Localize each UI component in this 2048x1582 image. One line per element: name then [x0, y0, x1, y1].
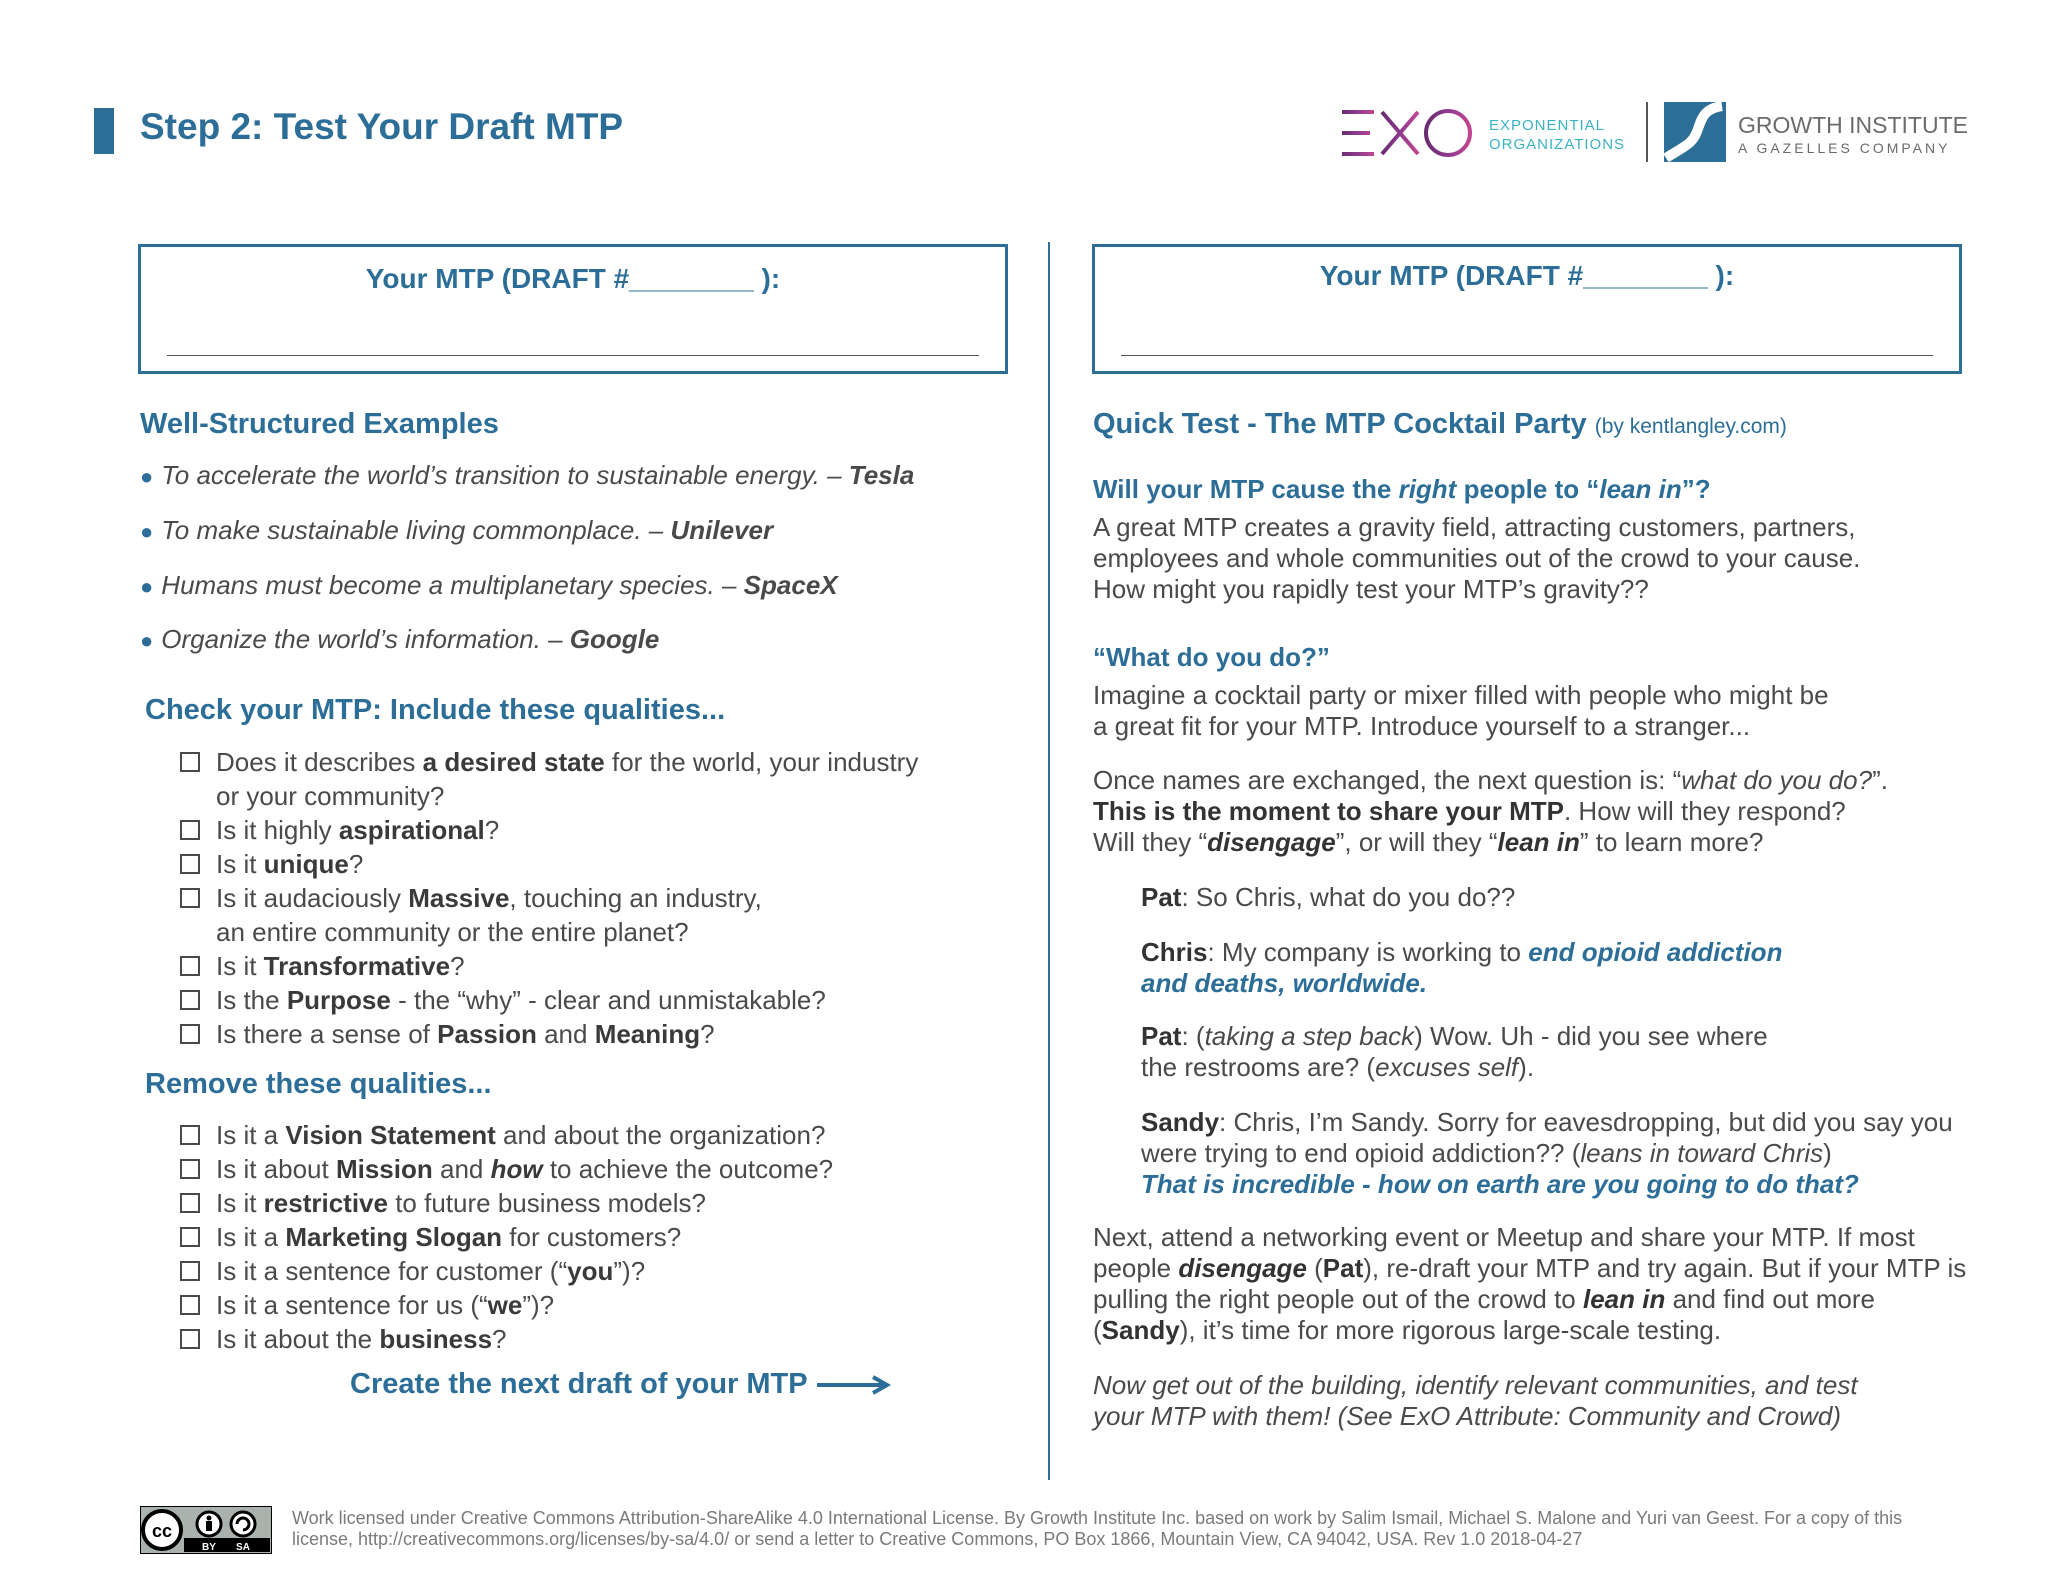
next-draft-label: Create the next draft of your MTP [350, 1368, 808, 1400]
checkbox[interactable] [180, 1159, 200, 1179]
text: pulling the right people out of the crowd to [1093, 1284, 1583, 1314]
item-text: ? [700, 1019, 715, 1049]
text: ( [1093, 1315, 1102, 1345]
item-emphasis: Passion [437, 1019, 537, 1049]
growth-institute-logo-icon [1664, 102, 1726, 162]
speech-emphasis: end opioid addiction [1528, 937, 1783, 967]
item-emphasis: Vision Statement [285, 1120, 496, 1150]
speech: ) Wow. Uh - did you see where [1414, 1021, 1768, 1051]
example-text: To make sustainable living commonplace. – [161, 515, 671, 545]
examples-heading: Well-Structured Examples [140, 408, 499, 440]
para-line: Next, attend a networking event or Meetup and share your MTP. If most [1093, 1222, 1915, 1252]
text: . How will they respond? [1563, 796, 1846, 826]
item-text: Is it a [216, 1222, 286, 1252]
item-text: Is it [216, 849, 264, 879]
checklist-item [180, 1118, 833, 1152]
emphasis: disengage [1178, 1253, 1307, 1283]
speech-emphasis: and deaths, worldwide. [1141, 968, 1428, 998]
speech: ). [1518, 1052, 1535, 1082]
mtp-write-line[interactable] [167, 355, 979, 356]
emphasis: lean in [1583, 1284, 1666, 1314]
emphasis: lean in [1497, 827, 1580, 857]
example-brand: Unilever [670, 515, 774, 545]
para-line: employees and whole communities out of the crowd to your cause. [1093, 543, 1861, 573]
speaker-name: Pat [1141, 1021, 1182, 1051]
item-emphasis: we [487, 1290, 523, 1320]
include-checklist [180, 745, 918, 1051]
text: Once names are exchanged, the next question is: “ [1093, 765, 1682, 795]
speech: : So Chris, what do you do?? [1181, 882, 1516, 912]
item-text: Is it a [216, 1120, 286, 1150]
checklist-item-continued: an entire community or the entire planet? [216, 917, 689, 947]
emphasis: what do you do? [1681, 765, 1873, 795]
para-line: a great fit for your MTP. Introduce yourself to a stranger... [1093, 711, 1751, 741]
item-text: Is it a sentence for customer (“ [216, 1256, 568, 1286]
speech-emphasis: That is incredible - how on earth are you going to do that? [1141, 1169, 1859, 1199]
checkbox[interactable] [180, 752, 200, 772]
dialog-pat-2 [1141, 1021, 1768, 1083]
para-line [1093, 796, 1888, 827]
item-text: for customers? [502, 1222, 682, 1252]
item-text: ”)? [522, 1290, 555, 1320]
item-emphasis: Marketing Slogan [285, 1222, 503, 1252]
example-item [140, 570, 838, 601]
text: and find out more [1665, 1284, 1875, 1314]
item-text: ”)? [613, 1256, 646, 1286]
text: ( [1306, 1253, 1323, 1283]
para-line [1093, 827, 1888, 858]
item-text: Does it describes [216, 747, 423, 777]
q-emphasis: lean in [1599, 474, 1682, 504]
stage-direction: leans in toward Chris [1580, 1138, 1824, 1168]
stage-direction: excuses self [1375, 1052, 1519, 1082]
item-text: Is it a sentence for us (“ [216, 1290, 488, 1320]
checklist-item [180, 949, 918, 983]
example-item [140, 515, 773, 546]
text: ” to learn more? [1579, 827, 1764, 857]
item-text: ? [484, 815, 500, 845]
emphasis: Pat [1322, 1253, 1364, 1283]
checklist-item [180, 1254, 833, 1288]
mtp-draft-label: Your MTP (DRAFT #________ ): [1319, 260, 1735, 291]
para-line [1093, 765, 1888, 796]
item-emphasis: Purpose [286, 985, 391, 1015]
speech: : Chris, I’m Sandy. Sorry for eavesdropping, but did you say you [1219, 1107, 1953, 1137]
checklist-item [180, 1017, 918, 1051]
exo-text-line1: EXPONENTIAL [1489, 117, 1606, 134]
checkbox[interactable] [180, 1024, 200, 1044]
item-text: for the world, your industry [604, 747, 919, 777]
example-item [140, 460, 914, 491]
q-text: people to “ [1456, 474, 1600, 504]
bullet-icon: ● [140, 574, 154, 599]
item-text: Is it about the [216, 1324, 380, 1354]
example-brand: SpaceX [743, 570, 838, 600]
dialog-pat-1 [1141, 882, 1515, 913]
item-text: Is it [216, 951, 264, 981]
para-line [1093, 1284, 1966, 1315]
speech: were trying to end opioid addiction?? ( [1141, 1138, 1581, 1168]
speech: the restrooms are? ( [1141, 1052, 1376, 1082]
arrow-right-icon [815, 1374, 891, 1396]
example-item [140, 624, 659, 655]
speaker-name: Pat [1141, 882, 1182, 912]
q-text: ”? [1681, 474, 1711, 504]
item-text: Is it about [216, 1154, 336, 1184]
svg-text:cc: cc [151, 1521, 173, 1541]
dialog-sandy [1141, 1107, 1953, 1200]
exo-logo-icon [1338, 104, 1474, 162]
lean-in-question [1093, 474, 1711, 505]
column-divider [1048, 242, 1050, 1480]
what-do-you-do-heading: “What do you do?” [1093, 642, 1330, 672]
cc-sa-label: SA [236, 1542, 250, 1553]
next-draft-link[interactable] [350, 1368, 891, 1401]
moment-paragraph [1093, 765, 1888, 858]
speech: ) [1823, 1138, 1832, 1168]
speaker-name: Sandy [1141, 1107, 1220, 1137]
item-text: and [432, 1154, 491, 1184]
text: ”. [1872, 765, 1888, 795]
creative-commons-icon [140, 1506, 272, 1554]
mtp-draft-label: Your MTP (DRAFT #________ ): [365, 263, 781, 294]
quick-test-title: Quick Test - The MTP Cocktail Party [1093, 408, 1587, 440]
cc-by-label: BY [202, 1542, 216, 1553]
checkbox[interactable] [180, 956, 200, 976]
example-text: Organize the world’s information. – [161, 624, 570, 654]
emphasis: Sandy [1101, 1315, 1180, 1345]
item-emphasis: Mission [335, 1154, 433, 1184]
item-emphasis: a desired state [422, 747, 605, 777]
quick-test-byline: (by kentlangley.com) [1594, 415, 1787, 438]
example-text: To accelerate the world’s transition to sustainable energy. – [161, 460, 849, 490]
mtp-draft-box-left [138, 244, 1008, 374]
checklist-item [180, 745, 918, 779]
q-emphasis: right [1398, 474, 1457, 504]
remove-checklist [180, 1118, 833, 1356]
growth-institute-name: GROWTH INSTITUTE [1738, 112, 1968, 138]
item-emphasis: restrictive [263, 1188, 388, 1218]
gravity-paragraph [1093, 512, 1860, 605]
item-text: and about the organization? [495, 1120, 826, 1150]
license-footer: Work licensed under Creative Commons Attribution-ShareAlike 4.0 International License. By Growth Institute Inc. based on work by Salim Ismail, Michael S. Malone and Yuri van Geest. For a copy of this license, http://creativecommons.org/licenses/by-sa/4.0/ or send a letter to Creative Commons, PO Box 1866, Mountain View, CA 94042, USA. Rev 1.0 2018-04-27 [292, 1508, 1903, 1549]
mtp-write-line[interactable] [1121, 355, 1933, 356]
checkbox[interactable] [180, 990, 200, 1010]
checkbox[interactable] [180, 1193, 200, 1213]
mtp-draft-box-right [1092, 244, 1962, 374]
dialog-chris [1141, 937, 1782, 999]
item-emphasis: business [379, 1324, 493, 1354]
item-emphasis: Meaning [594, 1019, 701, 1049]
para-line: A great MTP creates a gravity field, attracting customers, partners, [1093, 512, 1856, 542]
logo-divider [1646, 102, 1648, 162]
q-text: Will your MTP cause the [1093, 474, 1399, 504]
checklist-item [180, 847, 918, 881]
checklist-item [180, 1288, 833, 1322]
item-text: to future business models? [387, 1188, 706, 1218]
exo-logo-text [1489, 116, 1625, 154]
item-text: , touching an industry, [509, 883, 762, 913]
checklist-item [180, 813, 918, 847]
para-line: How might you rapidly test your MTP’s gravity?? [1093, 574, 1649, 604]
text: ), it’s time for more rigorous large-scale testing. [1179, 1315, 1722, 1345]
para-line [1093, 1315, 1966, 1346]
item-text: to achieve the outcome? [542, 1154, 834, 1184]
item-emphasis: Transformative [263, 951, 451, 981]
item-text: Is it audaciously [216, 883, 409, 913]
checkbox[interactable] [180, 1125, 200, 1145]
item-emphasis: aspirational [338, 815, 485, 845]
example-brand: Tesla [848, 460, 915, 490]
cocktail-paragraph [1093, 680, 1829, 742]
item-text: Is there a sense of [216, 1019, 438, 1049]
emphasis: This is the moment to share your MTP [1093, 796, 1564, 826]
page-title: Step 2: Test Your Draft MTP [140, 106, 624, 147]
item-text: Is the [216, 985, 287, 1015]
checklist-item [180, 881, 918, 915]
item-text: Is it [216, 1188, 264, 1218]
speaker-name: Chris [1141, 937, 1208, 967]
bullet-icon: ● [140, 464, 154, 489]
stage-direction: taking a step back [1204, 1021, 1415, 1051]
closing-paragraph [1093, 1370, 1858, 1432]
item-text: - the “why” - clear and unmistakable? [390, 985, 826, 1015]
emphasis: disengage [1207, 827, 1336, 857]
text: ), re-draft your MTP and try again. But if your MTP is [1363, 1253, 1967, 1283]
example-text: Humans must become a multiplanetary species. – [161, 570, 744, 600]
para-line: Now get out of the building, identify relevant communities, and test [1093, 1370, 1858, 1400]
checkbox[interactable] [180, 888, 200, 908]
checklist-item [180, 983, 918, 1017]
example-brand: Google [569, 624, 660, 654]
remove-heading: Remove these qualities... [145, 1068, 492, 1100]
item-emphasis: you [567, 1256, 614, 1286]
checkbox[interactable] [180, 1227, 200, 1247]
item-emphasis: unique [263, 849, 349, 879]
checkbox[interactable] [180, 1329, 200, 1349]
item-text: ? [450, 951, 465, 981]
checklist-item [180, 1322, 833, 1356]
checklist-item-continued: or your community? [216, 781, 445, 811]
text: ”, or will they “ [1335, 827, 1498, 857]
bullet-icon: ● [140, 628, 154, 653]
checkbox[interactable] [180, 1261, 200, 1281]
growth-institute-subtitle: A GAZELLES COMPANY [1738, 140, 1951, 156]
item-text: Is it highly [216, 815, 339, 845]
para-line [1093, 1253, 1966, 1284]
speech: : ( [1181, 1021, 1205, 1051]
para-line: your MTP with them! (See ExO Attribute: Community and Crowd) [1093, 1401, 1841, 1431]
checklist-item [180, 1220, 833, 1254]
item-text: ? [492, 1324, 507, 1354]
checklist-item [180, 1186, 833, 1220]
checkbox[interactable] [180, 854, 200, 874]
para-line: Imagine a cocktail party or mixer filled with people who might be [1093, 680, 1829, 710]
text: Will they “ [1093, 827, 1208, 857]
title-accent-bar [94, 108, 114, 154]
item-text: and [536, 1019, 595, 1049]
checklist-item [180, 1152, 833, 1186]
item-text: ? [348, 849, 364, 879]
text: people [1093, 1253, 1179, 1283]
include-heading: Check your MTP: Include these qualities... [145, 694, 726, 726]
checkbox[interactable] [180, 820, 200, 840]
bullet-icon: ● [140, 519, 154, 544]
item-emphasis: Massive [408, 883, 510, 913]
checkbox[interactable] [180, 1295, 200, 1315]
quick-test-heading [1093, 408, 1787, 441]
exo-text-line2: ORGANIZATIONS [1489, 136, 1626, 153]
next-steps-paragraph [1093, 1222, 1966, 1346]
speech: : My company is working to [1207, 937, 1529, 967]
item-emphasis: how [490, 1154, 543, 1184]
